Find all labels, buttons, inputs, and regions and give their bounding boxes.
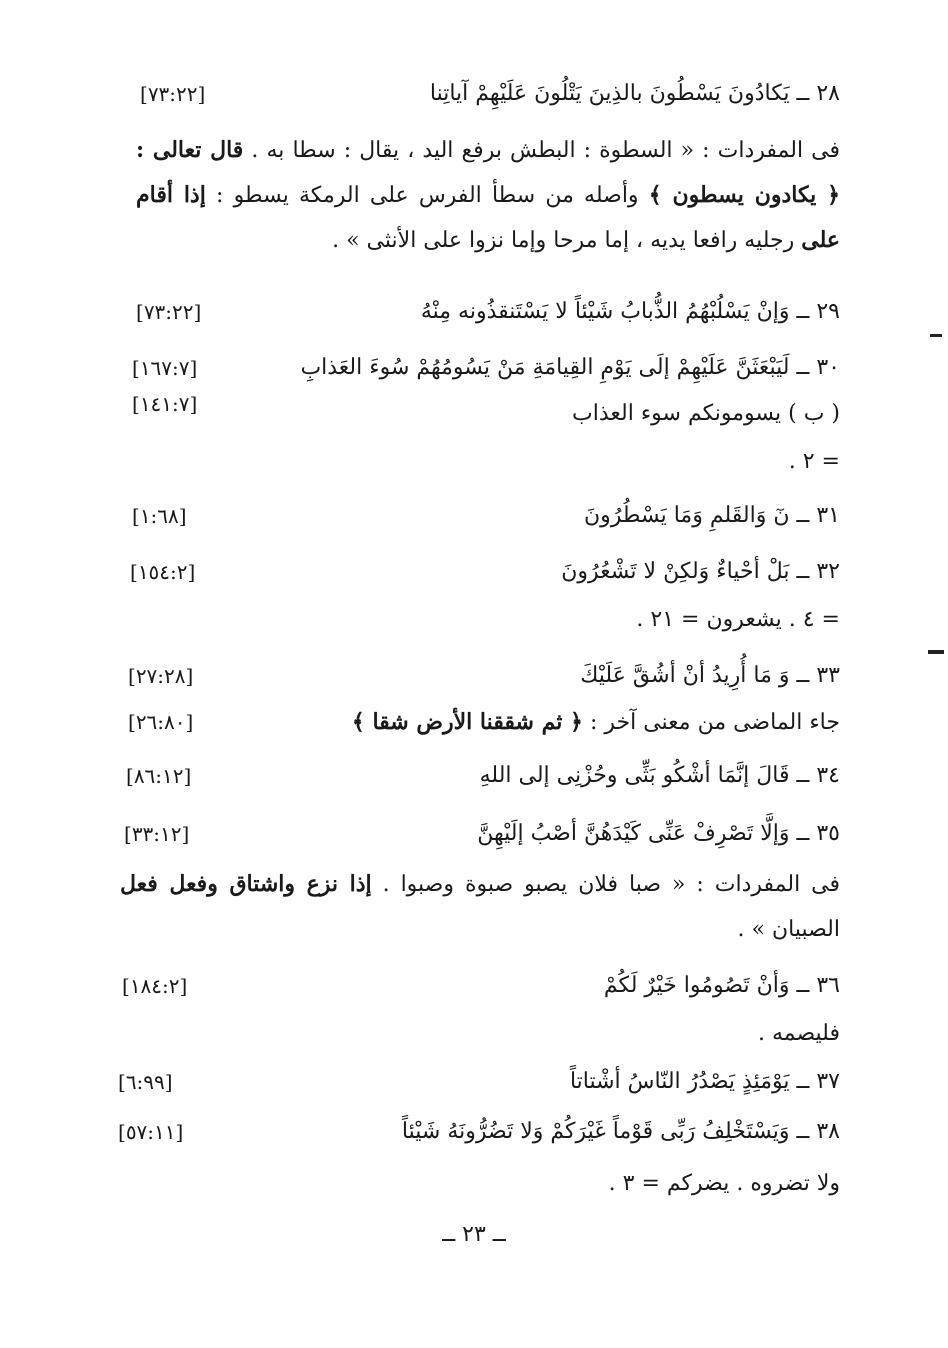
scan-speck [930,334,942,337]
cross-ref-note: = ٤ . يشعرون = ٢١ . [636,607,840,632]
entry-30-eq [0,442,948,482]
entry-35 [0,814,948,854]
note-text: جاء الماضى من معنى آخر : [589,710,840,735]
verse-text: ٢٩ ــ وَإنْ يَسْلُبْهُمُ الذُّبابُ شَيْئاً لا يَسْتَنقذُونه مِنْهُ [420,299,840,324]
cross-ref-note: = ٢ . [788,449,840,474]
note-bold: قال تعالى : [136,137,244,163]
verse-text: ٣٣ ــ وَ مَا أُرِيدُ أنْ أشُقَّ عَلَيْكَ [580,663,840,688]
page-number: ــ ٢٣ ــ [442,1222,506,1247]
verse-reference: [١٥٤:٢] [130,560,196,584]
quran-quote: ﴿ يكادون يسطون ﴾ [648,182,840,208]
quran-quote: ﴿ ثم شققنا الأرض شقا ﴾ [351,709,583,735]
verse-reference: [١٤١:٧] [132,392,198,416]
note-line [352,702,840,743]
verse-reference: [٦:٩٩] [118,1070,173,1094]
verse-reference: [٢٧:٢٨] [128,664,194,688]
note-text: فى المفردات : « السطوة : البطش برفع اليد ، يقال : سطا به . [251,138,840,163]
entry-30 [0,348,948,388]
mufradat-note-1 [136,128,840,263]
verse-reference: [٧٣:٢٢] [140,82,206,106]
verse-text: ٣٤ ــ قَالَ إنَّمَا أشْكُو بَثِّى وحُزْنِى إلى اللهِ [479,763,840,788]
note-text: ولا تضروه . يضركم = ٣ . [608,1171,840,1196]
verse-reference: [٣٣:١٢] [124,822,190,846]
verse-text: ٢٨ ــ يَكادُونَ يَسْطُونَ بالذِينَ يَتْلُونَ عَلَيْهِمْ آياتِنا [429,81,840,106]
scan-speck [928,650,944,654]
mufradat-note-2 [120,862,840,952]
note-text: الصبيان » . [737,917,840,942]
note-bold: إذا نزع واشتاق وفعل فعل [120,871,372,897]
entry-38 [0,1112,948,1152]
entry-36-note [0,1014,948,1054]
verse-reference: [٨٦:١٢] [126,764,192,788]
verse-text: ٣٥ ــ وَإلَّا تَصْرِفْ عَنِّى كَيْدَهُنَّ أصْبُ إلَيْهِنَّ [477,821,840,846]
verse-text: ٣٦ ــ وَأنْ تَصُومُوا خَيْرٌ لَكُمْ [603,973,840,998]
verse-reference: [٥٧:١١] [118,1120,184,1144]
note-text: وأصله من سطأ الفرس على الرمكة يسطو : [216,183,639,208]
verse-reference: [٢٦:٨٠] [128,710,194,734]
verse-text: ٣١ ــ نٓ وَالقَلمِ وَمَا يَسْطُرُونَ [584,503,840,528]
verse-text: ٣٨ ــ وَيَسْتَخْلِفُ رَبِّى قَوْماً غَيْرَكُمْ وَلا تَضُرُّونَهُ شَيْئاً [401,1119,840,1144]
entry-29 [0,292,948,332]
verse-reference: [١:٦٨] [132,504,187,528]
verse-reference: [١٨٤:٢] [122,974,188,998]
verse-text: ٣٧ ــ يَوْمَئِذٍ يَصْدُرُ النّاسُ أشْتاتاً [569,1069,840,1094]
note-text: فليصمه . [757,1021,840,1046]
verse-reference: [٧٣:٢٢] [136,300,202,324]
entry-36 [0,966,948,1006]
verse-text: ( ب ) يسومونكم سوء العذاب [572,401,840,426]
entry-37 [0,1062,948,1102]
entry-34 [0,756,948,796]
entry-32 [0,552,948,592]
note-text: فى المفردات : « صبا فلان يصبو صبوة وصبوا . [382,872,840,897]
verse-text: ٣٠ ــ لَيَبْعَثَنَّ عَلَيْهِمْ إلَى يَوْمِ القِيامَةِ مَنْ يَسُومُهُمْ سُوءَ العَذابِ [300,355,840,380]
entry-28 [0,74,948,114]
entry-31 [0,496,948,536]
entry-38-note [0,1164,948,1204]
entry-32-eq [0,600,948,640]
entry-33-note [0,702,948,742]
verse-reference: [١٦٧:٧] [132,356,198,380]
entry-30-b [0,394,948,434]
entry-33 [0,656,948,696]
verse-text: ٣٢ ــ بَلْ أحْياءٌ وَلكِنْ لا تَشْعُرُونَ [561,559,840,584]
note-text: رجليه رافعا يديه ، إما مرحا وإما نزوا على الأنثى » . [332,228,795,253]
note-bold: إذا أقام على [136,182,840,253]
